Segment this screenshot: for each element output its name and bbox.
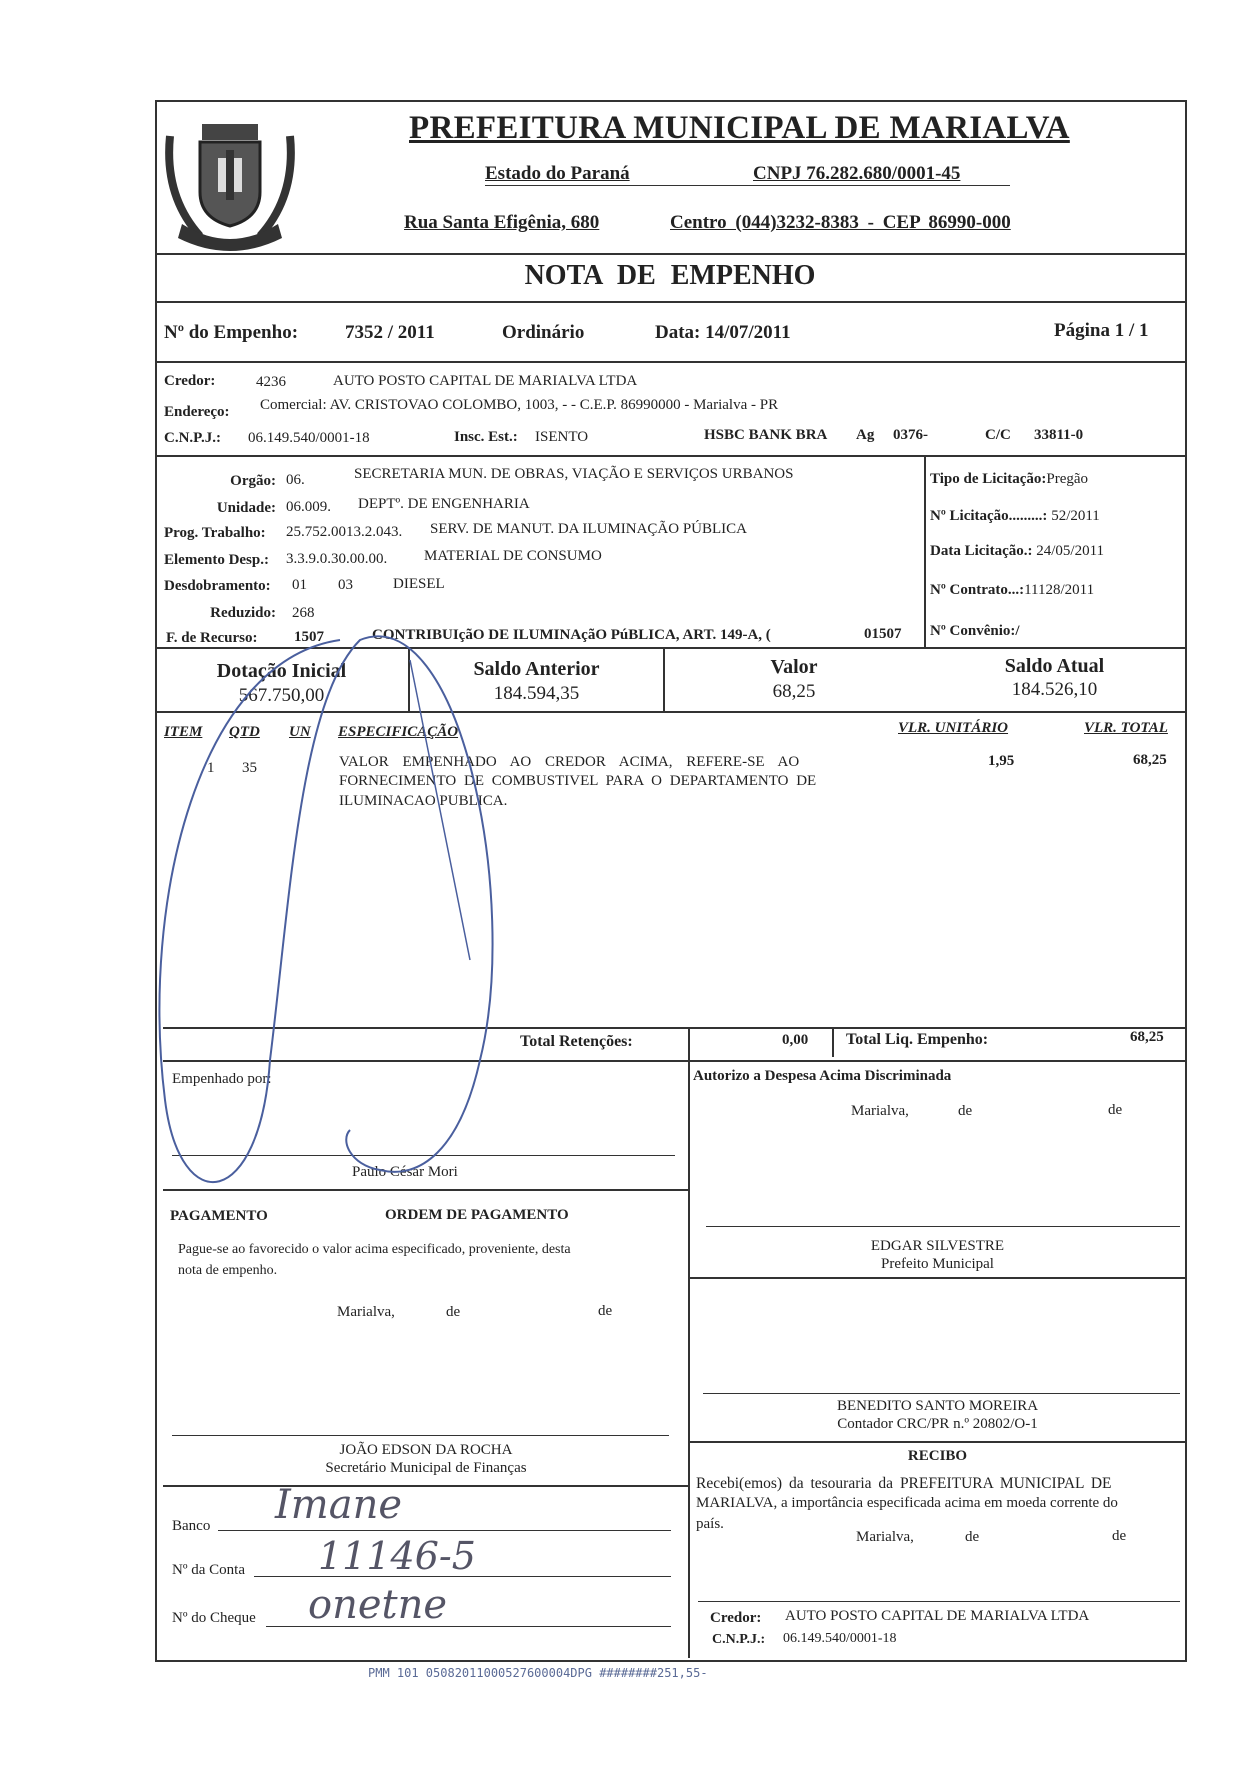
fonte-code: 1507 bbox=[294, 629, 324, 645]
empenho-number-label: Nº do Empenho: bbox=[164, 322, 299, 343]
retencoes-value: 0,00 bbox=[782, 1032, 809, 1048]
account-value: 33811-0 bbox=[1034, 427, 1084, 443]
credor-name: AUTO POSTO CAPITAL DE MARIALVA LTDA bbox=[333, 373, 638, 389]
item-total: 68,25 bbox=[1133, 752, 1167, 768]
credor-label: Credor: bbox=[164, 373, 216, 389]
recibo-title: RECIBO bbox=[907, 1448, 968, 1464]
desdobramento-label: Desdobramento: bbox=[164, 578, 271, 594]
divider bbox=[690, 1277, 1185, 1279]
credor-code: 4236 bbox=[256, 374, 286, 390]
licitacao-date: Data Licitação.: 24/05/2011 bbox=[930, 543, 1105, 559]
reduzido-value: 268 bbox=[292, 605, 315, 621]
pague-text: nota de empenho. bbox=[178, 1263, 278, 1278]
cheque-label: Nº do Cheque bbox=[172, 1610, 256, 1626]
date-de: de bbox=[958, 1103, 973, 1119]
elemento-label: Elemento Desp.: bbox=[164, 552, 269, 568]
conta-label: Nº da Conta bbox=[172, 1562, 245, 1578]
signature-line bbox=[698, 1601, 1180, 1602]
divider bbox=[690, 1441, 1185, 1443]
licitacao-number: Nº Licitação.........: 52/2011 bbox=[930, 508, 1100, 524]
prog-code: 25.752.0013.2.043. bbox=[286, 524, 403, 540]
credor-cnpj-label: C.N.P.J.: bbox=[164, 430, 221, 446]
page-title: PREFEITURA MUNICIPAL DE MARIALVA bbox=[409, 110, 1070, 146]
recibo-credor-name: AUTO POSTO CAPITAL DE MARIALVA LTDA bbox=[785, 1608, 1090, 1624]
secretary-title: Secretário Municipal de Finanças bbox=[325, 1460, 527, 1476]
item-qty: 35 bbox=[242, 760, 257, 776]
document-title: NOTA DE EMPENHO bbox=[524, 260, 816, 291]
retencoes-label: Total Retenções: bbox=[520, 1033, 633, 1050]
item-spec-line: FORNECIMENTO DE COMBUSTIVEL PARA O DEPARTAMENTO DE bbox=[339, 773, 817, 789]
cheque-handwritten: onetne bbox=[308, 1582, 448, 1628]
liquid-total-label: Total Liq. Empenho: bbox=[846, 1031, 989, 1048]
pagamento-label: PAGAMENTO bbox=[170, 1208, 268, 1224]
item-spec-line: VALOR EMPENHADO AO CREDOR ACIMA, REFERE-SE AO bbox=[339, 754, 800, 770]
state-label: Estado do Paraná bbox=[485, 163, 630, 184]
empenhado-por-label: Empenhado por: bbox=[172, 1071, 272, 1087]
divider bbox=[163, 1060, 1185, 1062]
fonte-label: F. de Recurso: bbox=[166, 630, 258, 646]
header-underline bbox=[485, 185, 1010, 186]
divider-vertical bbox=[688, 1060, 690, 1658]
signature-line bbox=[172, 1155, 675, 1156]
saldo-atual-value: 184.526,10 bbox=[1011, 679, 1098, 700]
orgao-label: Orgão: bbox=[230, 473, 276, 489]
divider bbox=[155, 711, 1185, 713]
footer-code: PMM 101 05082011000527600004DPG ########251,55- bbox=[368, 1666, 708, 1680]
orgao-code: 06. bbox=[286, 472, 305, 488]
pague-text: Pague-se ao favorecido o valor acima especificado, proveniente, desta bbox=[178, 1242, 571, 1257]
liquid-total-value: 68,25 bbox=[1130, 1029, 1164, 1045]
fonte-reference: 01507 bbox=[864, 626, 902, 642]
agency-value: 0376- bbox=[893, 427, 928, 443]
coat-of-arms-logo bbox=[160, 106, 300, 256]
credor-cnpj: 06.149.540/0001-18 bbox=[248, 430, 370, 446]
reduzido-label: Reduzido: bbox=[210, 605, 276, 621]
divider bbox=[163, 1485, 689, 1487]
signer-name: Paulo César Mori bbox=[352, 1164, 458, 1180]
divider-vertical bbox=[924, 455, 926, 647]
saldo-anterior-value: 184.594,35 bbox=[493, 683, 580, 704]
page-number: Página 1 / 1 bbox=[1054, 320, 1149, 341]
signature-line bbox=[706, 1226, 1180, 1227]
prog-label: Prog. Trabalho: bbox=[164, 525, 266, 541]
date-de: de bbox=[1108, 1102, 1123, 1118]
orgao-name: SECRETARIA MUN. DE OBRAS, VIAÇÃO E SERVIÇOS URBANOS bbox=[354, 466, 794, 482]
desdobramento-name: DIESEL bbox=[393, 576, 445, 592]
mayor-name: EDGAR SILVESTRE bbox=[870, 1238, 1005, 1254]
elemento-name: MATERIAL DE CONSUMO bbox=[424, 548, 602, 564]
banco-field-line bbox=[218, 1530, 671, 1531]
place-label: Marialva, bbox=[337, 1304, 395, 1320]
recibo-text: Recebi(emos) da tesouraria da PREFEITURA MUNICIPAL DE bbox=[696, 1475, 1112, 1492]
address-contact: Centro (044)3232-8383 - CEP 86990-000 bbox=[670, 212, 1011, 233]
fonte-name: CONTRIBUIçãO DE ILUMINAçãO PúBLICA, ART. 149-A, ( bbox=[372, 627, 771, 643]
endereco-value: Comercial: AV. CRISTOVAO COLOMBO, 1003, - - C.E.P. 86990000 - Marialva - PR bbox=[260, 397, 779, 413]
recibo-text: país. bbox=[696, 1516, 724, 1532]
accountant-title: Contador CRC/PR n.º 20802/O-1 bbox=[837, 1416, 1038, 1432]
date-de: de bbox=[446, 1304, 461, 1320]
item-unit-price: 1,95 bbox=[988, 753, 1015, 769]
date-de: de bbox=[1112, 1528, 1127, 1544]
recibo-cnpj: 06.149.540/0001-18 bbox=[783, 1631, 897, 1646]
unidade-label: Unidade: bbox=[216, 500, 276, 516]
empenho-date: Data: 14/07/2011 bbox=[655, 322, 791, 343]
cnpj-header: CNPJ 76.282.680/0001-45 bbox=[753, 163, 961, 184]
autorizo-label: Autorizo a Despesa Acima Discriminada bbox=[693, 1068, 952, 1084]
secretary-name: JOÃO EDSON DA ROCHA bbox=[339, 1442, 513, 1458]
empenho-type: Ordinário bbox=[502, 322, 585, 343]
date-de: de bbox=[598, 1303, 613, 1319]
insc-label: Insc. Est.: bbox=[454, 429, 518, 445]
dotacao-label: Dotação Inicial bbox=[216, 660, 347, 682]
date-de: de bbox=[965, 1529, 980, 1545]
divider-vertical bbox=[832, 1027, 834, 1057]
divider bbox=[155, 361, 1185, 363]
mayor-title: Prefeito Municipal bbox=[881, 1256, 994, 1272]
prog-name: SERV. DE MANUT. DA ILUMINAÇÃO PÚBLICA bbox=[430, 521, 748, 537]
desdobramento-a: 01 bbox=[292, 577, 307, 593]
column-header-un: UN bbox=[289, 724, 311, 740]
divider bbox=[155, 647, 1185, 649]
item-spec-line: ILUMINACAO PUBLICA. bbox=[339, 793, 508, 809]
saldo-atual-label: Saldo Atual bbox=[1004, 655, 1105, 677]
divider bbox=[163, 1189, 689, 1191]
divider bbox=[163, 1027, 1185, 1029]
item-number: 1 bbox=[207, 760, 215, 776]
column-header-item: ITEM bbox=[164, 724, 203, 740]
address-street: Rua Santa Efigênia, 680 bbox=[404, 212, 600, 233]
desdobramento-b: 03 bbox=[338, 577, 353, 593]
convenio-label: Nº Convênio:/ bbox=[930, 623, 1020, 639]
licitacao-type-label: Tipo de Licitação:Pregão bbox=[930, 471, 1089, 487]
elemento-code: 3.3.9.0.30.00.00. bbox=[286, 551, 388, 567]
banco-handwritten: Imane bbox=[275, 1482, 403, 1528]
column-header-qtd: QTD bbox=[229, 724, 260, 740]
unidade-name: DEPTº. DE ENGENHARIA bbox=[358, 496, 530, 512]
agency-label: Ag bbox=[856, 427, 875, 443]
column-header-total: VLR. TOTAL bbox=[1084, 720, 1168, 736]
recibo-credor-label: Credor: bbox=[710, 1610, 762, 1626]
saldo-anterior-label: Saldo Anterior bbox=[473, 658, 600, 680]
signature-line bbox=[703, 1393, 1180, 1394]
conta-handwritten: 11146-5 bbox=[318, 1534, 476, 1578]
dotacao-value: 567.750,00 bbox=[238, 685, 325, 706]
contract-number: Nº Contrato...:11128/2011 bbox=[930, 582, 1095, 598]
divider bbox=[155, 301, 1185, 303]
divider bbox=[155, 253, 1185, 255]
place-label: Marialva, bbox=[856, 1529, 914, 1545]
column-header-spec: ESPECIFICAÇÃO bbox=[338, 724, 459, 740]
accountant-name: BENEDITO SANTO MOREIRA bbox=[836, 1398, 1039, 1414]
empenho-number: 7352 / 2011 bbox=[345, 322, 435, 343]
divider-vertical bbox=[688, 1027, 690, 1063]
column-header-unit-price: VLR. UNITÁRIO bbox=[898, 720, 1009, 736]
valor-label: Valor bbox=[770, 656, 818, 678]
signature-line bbox=[172, 1435, 669, 1436]
recibo-cnpj-label: C.N.P.J.: bbox=[712, 1632, 766, 1647]
divider bbox=[155, 455, 1185, 457]
recibo-text: MARIALVA, a importância especificada acima em moeda corrente do bbox=[696, 1495, 1118, 1511]
ordem-pagamento-label: ORDEM DE PAGAMENTO bbox=[385, 1207, 569, 1223]
banco-label: Banco bbox=[172, 1518, 211, 1534]
unidade-code: 06.009. bbox=[286, 499, 331, 515]
valor-value: 68,25 bbox=[772, 681, 816, 702]
insc-value: ISENTO bbox=[535, 429, 589, 445]
bank-name: HSBC BANK BRA bbox=[704, 427, 828, 443]
endereco-label: Endereço: bbox=[164, 404, 230, 420]
place-label: Marialva, bbox=[851, 1103, 909, 1119]
account-label: C/C bbox=[985, 427, 1011, 443]
